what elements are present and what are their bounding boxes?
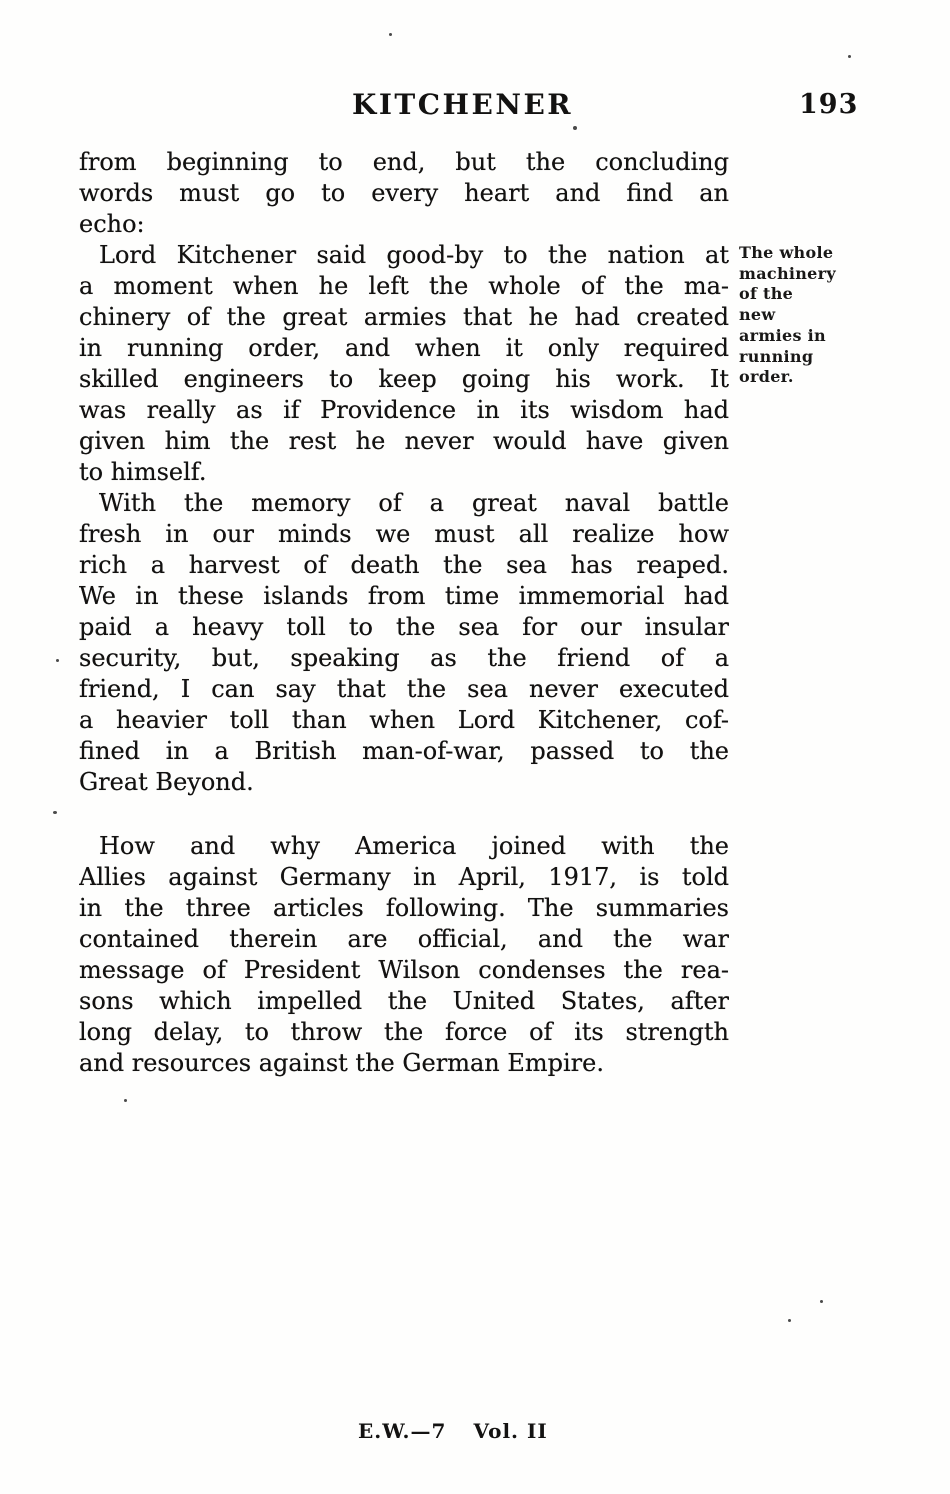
text-line: How and why America joined with the: [99, 832, 729, 860]
text-line: given him the rest he never would have given: [79, 427, 729, 455]
text-line: a moment when he left the whole of the ma-: [79, 272, 729, 300]
text-line: security, but, speaking as the friend of a: [79, 644, 729, 672]
scan-speck: [389, 33, 392, 36]
margin-note-line: machinery: [739, 263, 836, 283]
text-line: long delay, to throw the force of its strength: [79, 1018, 729, 1046]
margin-note-line: armies in: [739, 325, 826, 345]
text-line: fresh in our minds we must all realize how: [79, 520, 729, 548]
margin-note-line: new: [739, 305, 776, 325]
text-line: in running order, and when it only required: [79, 334, 729, 362]
scan-speck: [788, 1319, 791, 1322]
text-line: sons which impelled the United States, after: [79, 987, 729, 1015]
margin-note-line: The whole: [739, 243, 834, 262]
paragraph: [79, 240, 729, 488]
text-line: With the memory of a great naval battle: [99, 489, 729, 517]
text-line: and resources against the German Empire.: [79, 1049, 604, 1077]
text-line: Lord Kitchener said good-by to the nation at: [99, 241, 729, 269]
margin-note-line: of the: [739, 284, 794, 304]
scan-speck: [573, 126, 577, 130]
text-line: Great Beyond.: [79, 768, 254, 796]
footer-volume: Vol. II: [473, 1419, 548, 1443]
text-line: words must go to every heart and find an: [79, 179, 729, 207]
page-footer: [358, 1419, 548, 1443]
text-line: was really as if Providence in its wisdom had: [79, 396, 729, 424]
scan-speck: [124, 1099, 127, 1102]
text-line: We in these islands from time immemorial had: [79, 582, 729, 610]
text-line: fined in a British man-of-war, passed to the: [79, 737, 729, 765]
text-line: to himself.: [79, 458, 207, 486]
page-number: 193: [799, 89, 859, 120]
scan-speck: [820, 1300, 823, 1303]
scan-speck: [56, 659, 59, 662]
text-line: message of President Wilson condenses the rea-: [79, 956, 729, 984]
text-line: chinery of the great armies that he had created: [79, 303, 729, 331]
text-line: echo:: [79, 210, 145, 238]
margin-note-line: running: [739, 346, 814, 366]
text-line: contained therein are official, and the war: [79, 925, 729, 953]
text-line: friend, I can say that the sea never executed: [79, 675, 729, 703]
text-line: in the three articles following. The summaries: [79, 894, 729, 922]
text-line: Allies against Germany in April, 1917, is told: [79, 863, 729, 891]
body-text: [79, 147, 729, 1079]
footer-signature: E.W.—7: [358, 1419, 447, 1443]
scan-speck: [53, 811, 57, 814]
text-line: from beginning to end, but the concluding: [79, 148, 729, 176]
running-head: KITCHENER: [352, 88, 574, 121]
paragraph: [79, 488, 729, 798]
text-line: paid a heavy toll to the sea for our insular: [79, 613, 729, 641]
text-line: skilled engineers to keep going his work. It: [79, 365, 729, 393]
paragraph: [79, 147, 729, 240]
margin-note-line: order.: [739, 367, 794, 387]
text-line: a heavier toll than when Lord Kitchener, cof-: [79, 706, 729, 734]
text-line: rich a harvest of death the sea has reaped.: [79, 551, 729, 579]
scan-speck: [848, 55, 851, 58]
margin-note: [739, 243, 899, 388]
paragraph: [79, 831, 729, 1079]
